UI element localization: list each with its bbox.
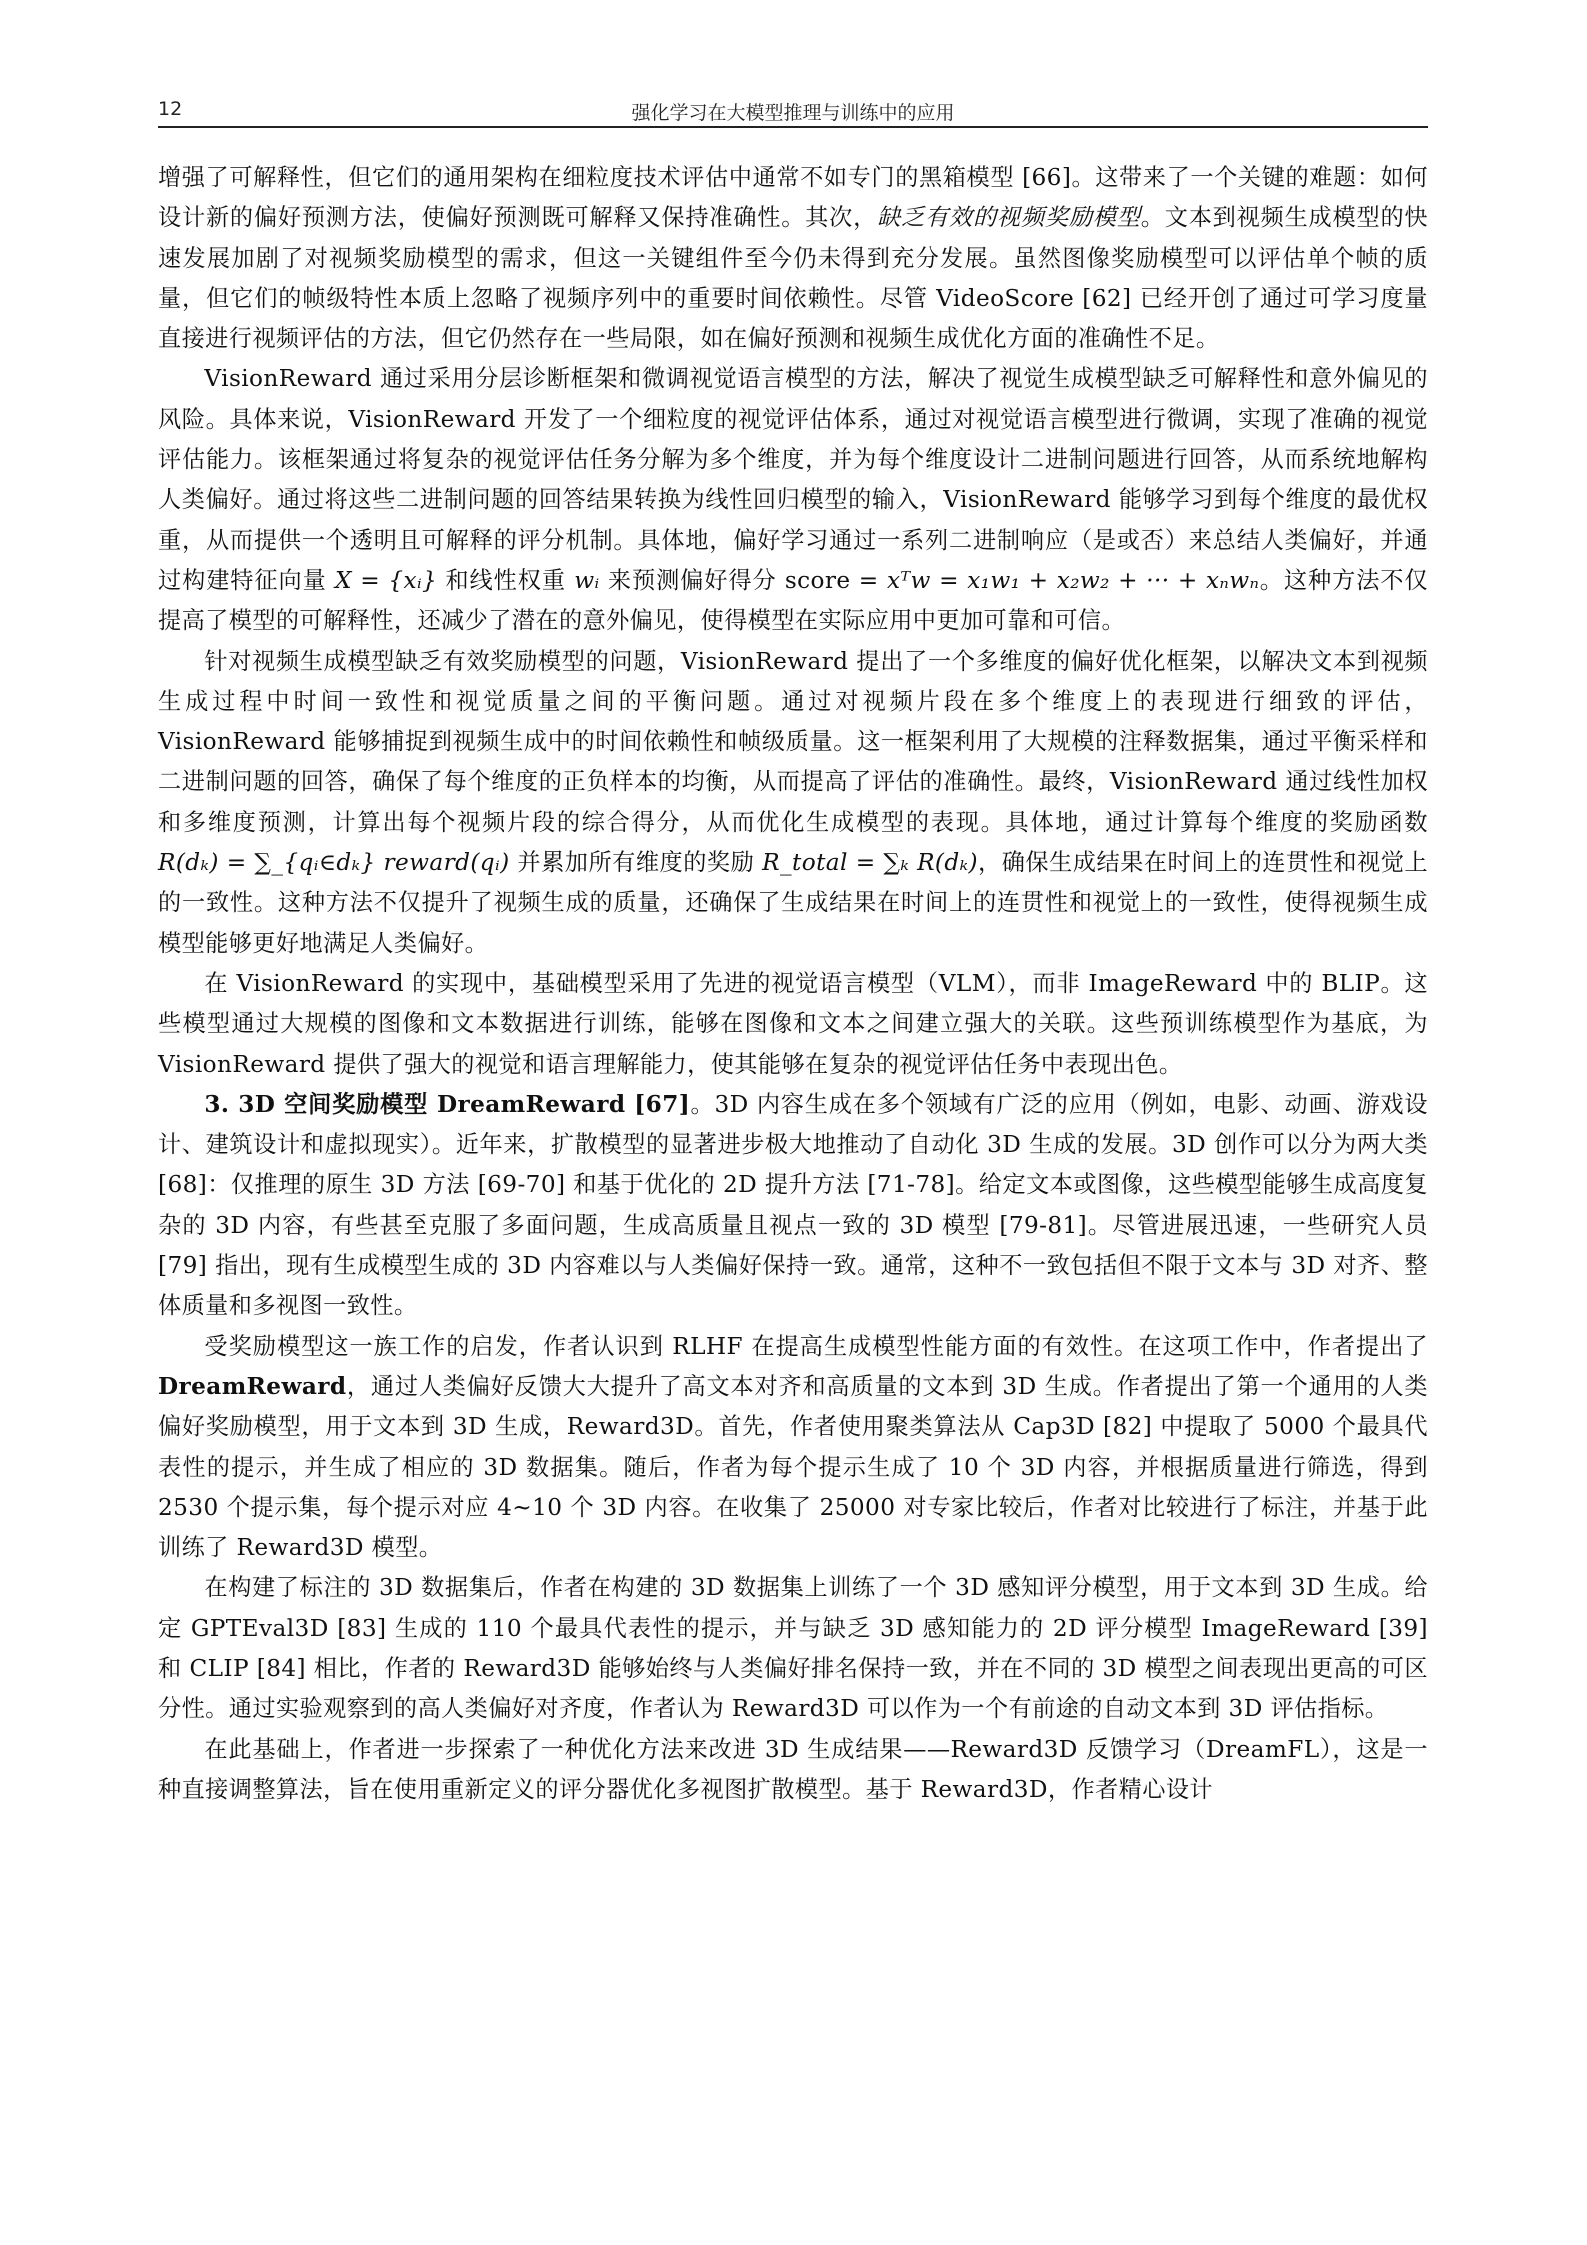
paragraph-text: 。文本到视频生成模型的快速发展加剧了对视频奖励模型的需求，但这一关键组件至今仍未得到充分发展。虽然图像奖励模型可以评估单个帧的质量，但它们的帧级特性本质上忽略了视频序列中的重要时间依赖性。尽管 VideoScore [62] 已经开创了通过可学习度量直接进行视频评估的方法，但它仍然存在一些局限，如在偏好预测和视频生成优化方面的准确性不足。 <box>158 204 1428 353</box>
inline-formula: R_total = ∑ₖ R(dₖ) <box>762 849 978 877</box>
paragraph <box>158 1085 1428 1327</box>
paragraph-text: 缺乏有效的视频奖励模型 <box>877 204 1141 232</box>
paragraph-text: ，通过人类偏好反馈大大提升了高文本对齐和高质量的文本到 3D 生成。作者提出了第一个通用的人类偏好奖励模型，用于文本到 3D 生成，Reward3D。首先，作者使用聚类算法从 Cap3D [82] 中提取了 5000 个最具代表性的提示，并生成了相应的 3D 数据集。随后，作者为每个提示生成了 10 个 3D 内容，并根据质量进行筛选，得到 2530 个提示集，每个提示对应 4~10 个 3D 内容。在收集了 25000 对专家比较后，作者对比较进行了标注，并基于此训练了 Reward3D 模型。 <box>158 1372 1428 1562</box>
paragraph <box>158 1568 1428 1729</box>
paragraph <box>158 964 1428 1085</box>
paragraph <box>158 642 1428 964</box>
inline-formula: wᵢ <box>574 566 600 594</box>
paragraph-text: 。这种方法不仅提高了模型的可解释性，还减少了潜在的意外偏见，使得模型在实际应用中更加可靠和可信。 <box>158 566 1428 635</box>
bold-text: 3. 3D 空间奖励模型 DreamReward [67] <box>204 1090 691 1118</box>
paragraph-text: 受奖励模型这一族工作的启发，作者认识到 RLHF 在提高生成模型性能方面的有效性。在这项工作中，作者提出了 <box>204 1332 1428 1360</box>
paragraph-text: 在此基础上，作者进一步探索了一种优化方法来改进 3D 生成结果——Reward3D 反馈学习（DreamFL），这是一种直接调整算法，旨在使用重新定义的评分器优化多视图扩散模型。基于 Reward3D，作者精心设计 <box>158 1735 1428 1803</box>
paragraph-text: 在 VisionReward 的实现中，基础模型采用了先进的视觉语言模型（VLM），而非 ImageReward 中的 BLIP。这些模型通过大规模的图像和文本数据进行训练，能够在图像和文本之间建立强大的关联。这些预训练模型作为基底，为 VisionReward 提供了强大的视觉和语言理解能力，使其能够在复杂的视觉评估任务中表现出色。 <box>158 969 1428 1078</box>
body-text <box>158 158 1428 1810</box>
paragraph-text: VisionReward 通过采用分层诊断框架和微调视觉语言模型的方法，解决了视觉生成模型缺乏可解释性和意外偏见的风险。具体来说，VisionReward 开发了一个细粒度的视觉评估体系，通过对视觉语言模型进行微调，实现了准确的视觉评估能力。该框架通过将复杂的视觉评估任务分解为多个维度，并为每个维度设计二进制问题进行回答，从而系统地解构人类偏好。通过将这些二进制问题的回答结果转换为线性回归模型的输入，VisionReward 能够学习到每个维度的最优权重，从而提供一个透明且可解释的评分机制。具体地，偏好学习通过一系列二进制响应（是或否）来总结人类偏好，并通过构建特征向量 <box>158 365 1428 594</box>
paragraph-text: 。3D 内容生成在多个领域有广泛的应用（例如，电影、动画、游戏设计、建筑设计和虚拟现实）。近年来，扩散模型的显著进步极大地推动了自动化 3D 生成的发展。3D 创作可以分为两大类 [68]：仅推理的原生 3D 方法 [69-70] 和基于优化的 2D 提升方法 [71-78]。给定文本或图像，这些模型能够生成高度复杂的 3D 内容，有些甚至克服了多面问题，生成高质量且视点一致的 3D 模型 [79-81]。尽管进展迅速，一些研究人员 [79] 指出，现有生成模型生成的 3D 内容难以与人类偏好保持一致。通常，这种不一致包括但不限于文本与 3D 对齐、整体质量和多视图一致性。 <box>158 1090 1429 1320</box>
page-header <box>158 96 1428 128</box>
bold-text: DreamReward <box>158 1372 347 1400</box>
paragraph <box>158 1327 1428 1569</box>
inline-formula: X = {xᵢ} <box>335 566 438 594</box>
paragraph <box>158 158 1428 359</box>
paragraph-text: 和线性权重 <box>437 566 575 594</box>
page-number: 12 <box>158 98 183 120</box>
paragraph <box>158 1730 1428 1811</box>
paragraph-text: ，确保生成结果在时间上的连贯性和视觉上的一致性。这种方法不仅提升了视频生成的质量，还确保了生成结果在时间上的连贯性和视觉上的一致性，使得视频生成模型能够更好地满足人类偏好。 <box>158 849 1428 957</box>
inline-formula: xᵀw = x₁w₁ + x₂w₂ + ··· + xₙwₙ <box>886 566 1260 594</box>
paragraph <box>158 359 1428 641</box>
paragraph-text: 来预测偏好得分 score = <box>599 566 887 594</box>
paragraph-text: 在构建了标注的 3D 数据集后，作者在构建的 3D 数据集上训练了一个 3D 感知评分模型，用于文本到 3D 生成。给定 GPTEval3D [83] 生成的 110 个最具代表性的提示，并与缺乏 3D 感知能力的 2D 评分模型 ImageReward [39] 和 CLIP [84] 相比，作者的 Reward3D 能够始终与人类偏好排名保持一致，并在不同的 3D 模型之间表现出更高的可区分性。通过实验观察到的高人类偏好对齐度，作者认为 Reward3D 可以作为一个有前途的自动文本到 3D 评估指标。 <box>158 1574 1428 1723</box>
running-title: 强化学习在大模型推理与训练中的应用 <box>631 102 955 124</box>
paragraph-text: 并累加所有维度的奖励 <box>509 849 763 877</box>
inline-formula: R(dₖ) = ∑_{qᵢ∈dₖ} reward(qᵢ) <box>158 849 510 877</box>
paragraph-text: 针对视频生成模型缺乏有效奖励模型的问题，VisionReward 提出了一个多维度的偏好优化框架，以解决文本到视频生成过程中时间一致性和视觉质量之间的平衡问题。通过对视频片段在多个维度上的表现进行细致的评估，VisionReward 能够捕捉到视频生成中的时间依赖性和帧级质量。这一框架利用了大规模的注释数据集，通过平衡采样和二进制问题的回答，确保了每个维度的正负样本的均衡，从而提高了评估的准确性。最终，VisionReward 通过线性加权和多维度预测，计算出每个视频片段的综合得分，从而优化生成模型的表现。具体地，通过计算每个维度的奖励函数 <box>158 647 1428 836</box>
paragraph-text: 增强了可解释性，但它们的通用架构在细粒度技术评估中通常不如专门的黑箱模型 [66]。这带来了一个关键的难题：如何设计新的偏好预测方法，使偏好预测既可解释又保持准确性。其次， <box>158 164 1428 232</box>
